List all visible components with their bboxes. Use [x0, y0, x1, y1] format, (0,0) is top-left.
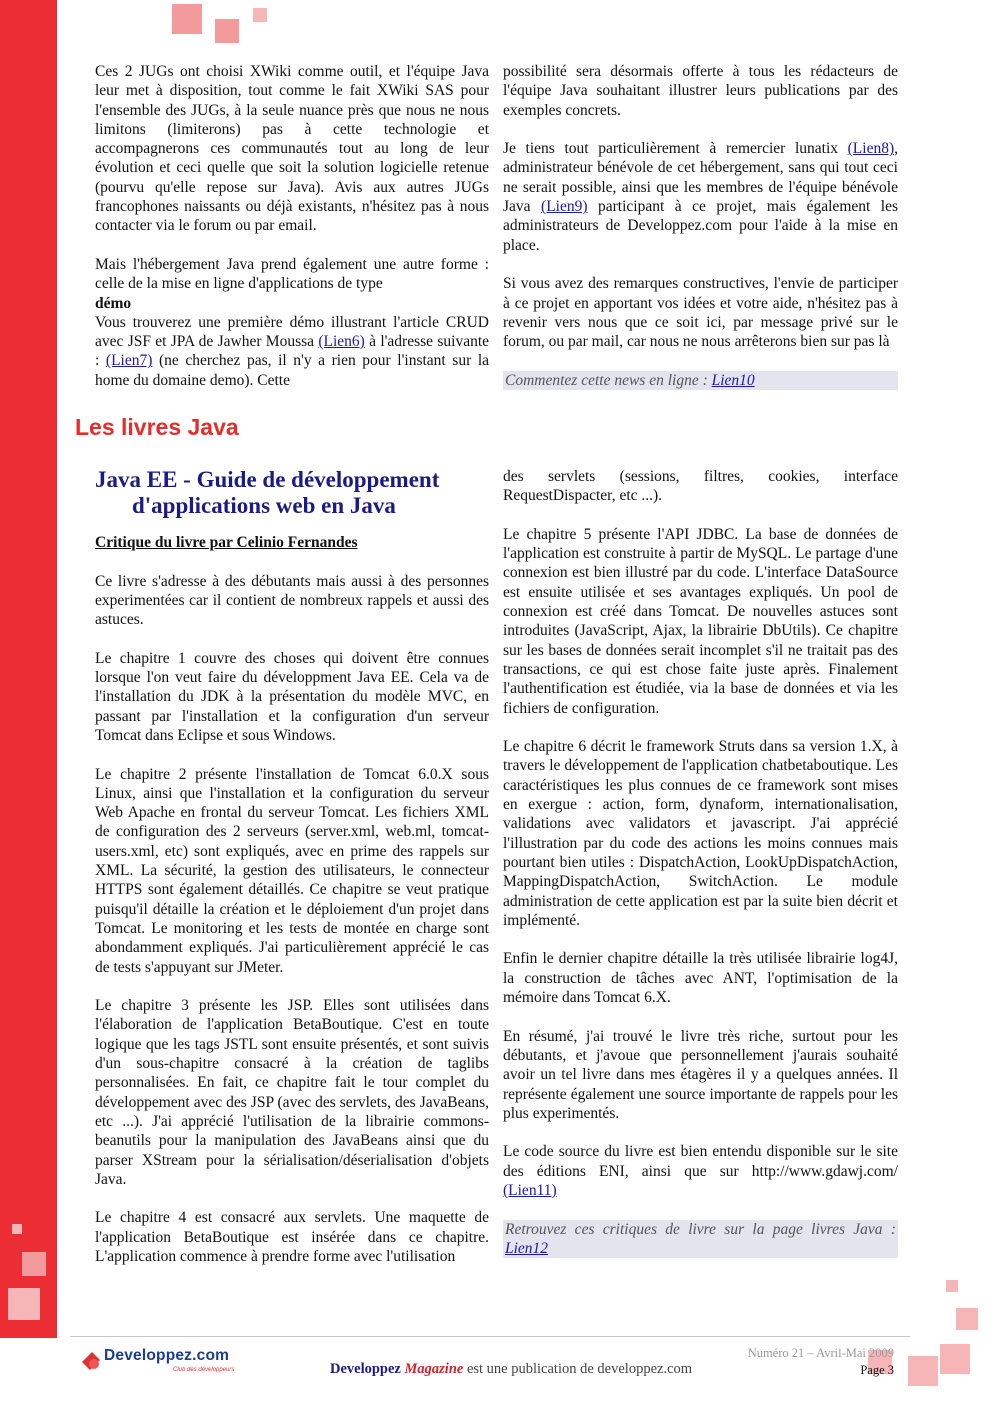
paragraph: Le chapitre 5 présente l'API JDBC. La base de données de l'application est construite à partir de MySQL. Le partage d'une connexion est bien illustré par du code. L'interface DataSource est ensuite utilisée et ses avantages expliqués. Un pool de connexion est créé dans Tomcat. De nouvelles astuces sont introduites (JavaScript, Ajax, la librairie DbUtils). Ce chapitre sur les bases de données serait incomplet s'il ne traitait pas des transactions, ce qui est chose faite juste après. Finalement l'authentification est étudiée, via la base de données et via les fichiers de configuration. [503, 525, 898, 717]
comment-text: Commentez cette news en ligne : [505, 371, 708, 389]
link-lien11[interactable]: (Lien11) [503, 1181, 557, 1199]
book-title [95, 467, 489, 519]
paragraph-text: , administrateur bénévole de cet hébergement, sans qui tout ceci ne serait possible, ainsi que les membres de l'équipe bénévole Java [503, 140, 898, 216]
decor-square [172, 4, 202, 34]
link-lien9[interactable]: (Lien9) [541, 198, 588, 216]
pub-italic: Magazine [404, 1361, 464, 1377]
decor-square [940, 1344, 970, 1374]
right-top-column [503, 62, 898, 409]
pub-rest: est une publication de developpez.com [466, 1361, 693, 1377]
paragraph-text: participant à ce projet, mais également les administrateurs de Developpez.com pour l'aide à la mise en place. [503, 198, 899, 254]
paragraph: En résumé, j'ai trouvé le livre très riche, surtout pour les débutants, et j'avoue que personnellement j'aurais souhaité avoir un tel livre dans mes étagères il y a quelques années. Il représente également une source importante de rappels pour les plus experimentés. [503, 1027, 898, 1122]
paragraph-text: à l'adresse suivante : [95, 333, 490, 370]
comment-text: Retrouvez ces critiques de livre sur la page livres Java : [505, 1220, 896, 1238]
decor-square [253, 8, 267, 22]
paragraph: possibilité sera désormais offerte à tous les rédacteurs de l'équipe Java souhaitant illustrer leurs publications par des exemples concrets. [503, 63, 898, 119]
pub-bold: Developpez [330, 1361, 401, 1377]
paragraph: Le chapitre 4 est consacré aux servlets. Une maquette de l'application BetaBoutique est insérée dans ce chapitre. L'application commence à prendre forme avec l'utilisation [95, 1209, 489, 1265]
left-top-column [95, 62, 489, 390]
paragraph-text: Mais l'hébergement Java prend également une autre forme : celle de la mise en ligne d'applications de type [95, 255, 489, 293]
paragraph [503, 139, 898, 255]
comment-box [503, 371, 898, 390]
paragraph-text: (ne cherchez pas, il n'y a rien pour l'instant sur la home du domaine demo). Cette [95, 352, 490, 389]
book-title-line1: Java EE - Guide de développement [95, 467, 440, 492]
paragraph: Le chapitre 2 présente l'installation de Tomcat 6.0.X sous Linux, ainsi que l'installation et la configuration du serveur Web Apache en frontal du serveur Tomcat. Les fichiers XML de configuration des 2 serveurs (server.xml, web.ml, tomcat-users.xml, etc) sont expliqués, avec en prime des rappels sur XML. La sécurité, la gestion des utilisateurs, le connecteur HTTPS sont également détaillés. Ce chapitre se veut pratique puisqu'il détaille la création et le déploiement d'un projet dans Tomcat. Le monitoring et les tests de montée en charge sont abondamment expliqués. J'ai particulièrement apprécié le cas de tests s'appuyant sur JMeter. [95, 765, 489, 976]
comment-box [503, 1220, 898, 1259]
paragraph: Le chapitre 6 décrit le framework Struts dans sa version 1.X, à travers le développement de l'application chatbetaboutique. Les caractéristiques les plus connues de ce framework sont mises en exergue : action, form, dynaform, internationalisation, validations avec validators et javascript. J'ai apprécié l'illustration par du code des actions les moins connues mais pourtant bien utiles : DispatchAction, LookUpDispatchAction, MappingDispatchAction, SwitchAction. Le module administration de cette application est par la suite bien décrit et implémenté. [503, 738, 898, 929]
paragraph: Si vous avez des remarques constructives, l'envie de participer à ce projet en apportant vos idées et votre aide, n'hésitez pas à revenir vers nous que ce soit ici, par message privé sur le forum, ou par mail, car nous ne nous arrêterons bien sur pas là [503, 275, 898, 351]
paragraph: Le chapitre 1 couvre des choses qui doivent être connues lorsque l'on veut faire du développment Java EE. Cela va de l'installation du JDK à la présentation du modèle MVC, en passant par l'installation et la configuration d'un serveur Tomcat dans Eclipse et sous Windows. [95, 649, 489, 744]
decor-square [908, 1356, 938, 1386]
link-lien6[interactable]: (Lien6) [318, 333, 365, 351]
paragraph: Enfin le dernier chapitre détaille la très utilisée librairie log4J, la construction de tâches avec ANT, l'optimisation de la mémoire dans Tomcat 6.X. [503, 950, 898, 1007]
publication-line [330, 1361, 692, 1378]
link-lien10[interactable]: Lien10 [711, 371, 755, 389]
footer-divider [70, 1336, 910, 1337]
link-lien8[interactable]: (Lien8) [847, 140, 895, 158]
logo-subtitle: Club des développeurs [173, 1367, 235, 1373]
bold-text: démo [95, 294, 132, 312]
logo-text[interactable]: Developpez.com [104, 1347, 230, 1364]
decor-square [946, 1280, 958, 1292]
decor-square [8, 1288, 40, 1320]
decor-square [12, 1224, 22, 1234]
paragraph: Le chapitre 3 présente les JSP. Elles sont utilisées dans l'élaboration de l'application BetaBoutique. C'est en toute logique que les tags JSTL sont ensuite présentés, et sont suivis d'un sous-chapitre consacré à la création de taglibs personnalisées. En fait, ce chapitre fait le tour complet du développement avec des JSP (avec des servlets, des JavaBeans, etc ...). J'ai apprécié l'utilisation de la librairie commons-beanutils pour la manipulation des JavaBeans ainsi que du parser XStream pour la sérialisation/déserialisation d'objets Java. [95, 997, 489, 1188]
paragraph [95, 255, 489, 390]
decor-square [22, 1252, 46, 1276]
paragraph [503, 1142, 898, 1200]
critic-heading: Critique du livre par Celinio Fernandes [95, 534, 358, 551]
decor-square [956, 1308, 978, 1330]
book-title-line2: d'applications web en Java [132, 493, 396, 518]
page-number: Page 3 [860, 1363, 894, 1377]
decor-square [215, 19, 239, 43]
link-lien7[interactable]: (Lien7) [105, 352, 153, 370]
paragraph: des servlets (sessions, filtres, cookies, interface RequestDispacter, etc ...). [503, 468, 898, 505]
paragraph-text: Je tiens tout particulièrement à remercier lunatix [503, 140, 838, 158]
paragraph: Ces 2 JUGs ont choisi XWiki comme outil, et l'équipe Java leur met à disposition, tout comme le fait XWiki SAS pour l'ensemble des JUGs, à la seule nuance près que nous ne nous limitons (limiterons) pas à cette technologie et accompagnerons ces communautés tout au long de leur évolution et ceci quelle que soit la solution logicielle retenue (pourvu qu'elle repose sur Java). Avis aux autres JUGs francophones naissants ou déjà existants, n'hésitez pas à nous contacter via le forum ou par email. [95, 63, 489, 235]
link-lien12[interactable]: Lien12 [505, 1239, 549, 1257]
paragraph-text: Le code source du livre est bien entendu disponible sur le site des éditions ENI, ainsi que sur http://www.gdawj.com/ [503, 1143, 898, 1180]
section-title: Les livres Java [75, 414, 239, 440]
left-red-bar [0, 0, 57, 1338]
book-right-column [503, 467, 898, 1277]
paragraph-text: Vous trouverez une première démo illustrant l'article CRUD avec JSF et JPA de Jawher Moussa [95, 313, 489, 351]
book-left-column [95, 467, 489, 1286]
issue-number: Numéro 21 – Avril-Mai 2009 [747, 1346, 894, 1360]
paragraph: Ce livre s'adresse à des débutants mais aussi à des personnes experimentées car il contient de nombreux rappels et aussi des astuces. [95, 572, 489, 629]
